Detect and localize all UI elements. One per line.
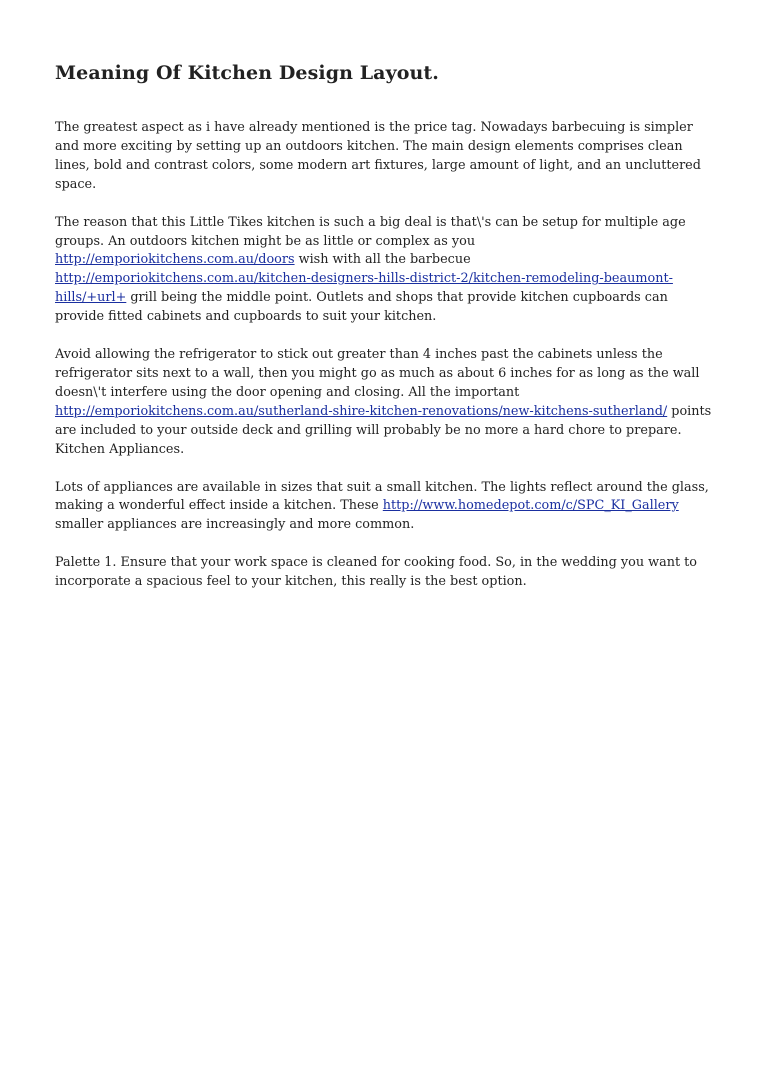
document-page — [55, 58, 715, 611]
link-emporio-doors[interactable]: http://emporiokitchens.com.au/doors — [55, 252, 295, 268]
link-emporio-hills-district[interactable]: http://emporiokitchens.com.au/kitchen-designers-hills-district-2/kitchen-remodeling-beaumont-hills/+url+ — [55, 271, 673, 306]
paragraph-text: The greatest aspect as i have already mentioned is the price tag. Nowadays barbecuing is simpler and more exciting by setting up an outdoors kitchen. The main design elements comprises clean lines, bold and contrast colors, some modern art fixtures, large amount of light, and an uncluttered space. — [55, 120, 701, 192]
paragraph-2 — [55, 214, 715, 327]
paragraph-4 — [55, 479, 715, 536]
paragraph-text: Palette 1. Ensure that your work space is cleaned for cooking food. So, in the wedding you want to incorporate a spacious feel to your kitchen, this really is the best option. — [55, 555, 698, 590]
link-homedepot-gallery[interactable]: http://www.homedepot.com/c/SPC_KI_Gallery — [382, 498, 679, 514]
paragraph-text: Avoid allowing the refrigerator to stick out greater than 4 inches past the cabinets unless the refrigerator sits next to a wall, then you might go as much as about 6 inches for as long as the wall doesn\'t interfere using the door opening and closing. All the important — [55, 347, 700, 400]
paragraph-3 — [55, 346, 715, 459]
paragraph-1 — [55, 119, 715, 195]
paragraph-text: Lots of appliances are available in sizes that suit a small kitchen. The lights reflect around the glass, making a wonderful effect inside a kitchen. These — [55, 479, 709, 514]
paragraph-text: smaller appliances are increasingly and more common. — [55, 517, 415, 533]
page-title: Meaning Of Kitchen Design Layout. — [55, 62, 440, 84]
paragraph-text: The reason that this Little Tikes kitchen is such a big deal is that\'s can be setup for multiple age groups. An outdoors kitchen might be as little or complex as you — [55, 214, 686, 249]
paragraph-5 — [55, 554, 715, 592]
link-emporio-sutherland[interactable]: http://emporiokitchens.com.au/sutherland-shire-kitchen-renovations/new-kitchens-sutherland/ — [55, 403, 668, 419]
paragraph-text: points are included to your outside deck and grilling will probably be no more a hard chore to prepare. Kitchen Appliances. — [55, 403, 712, 457]
paragraph-text: wish with all the barbecue — [294, 252, 471, 268]
paragraph-text: grill being the middle point. Outlets and shops that provide kitchen cupboards can provide fitted cabinets and cupboards to suit your kitchen. — [55, 290, 668, 325]
